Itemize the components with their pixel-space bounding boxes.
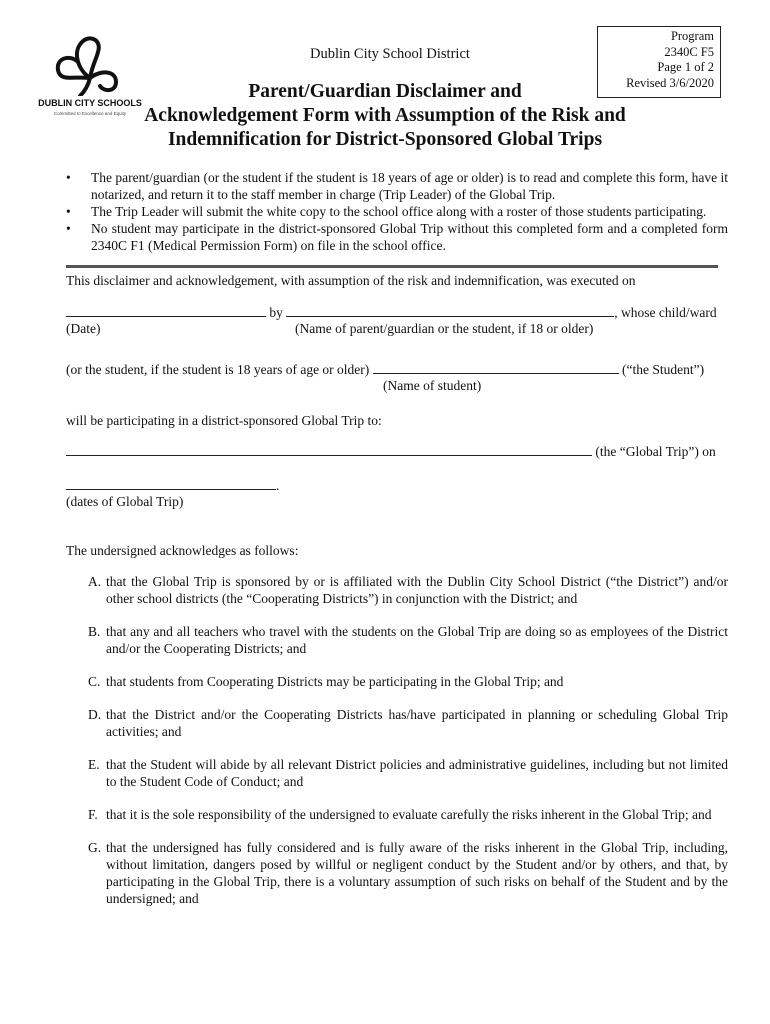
title-line: Indemnification for District-Sponsored Global Trips — [167, 129, 603, 150]
destination-field[interactable] — [66, 443, 592, 456]
list-item: C. that students from Cooperating Districts may be participating in the Global Trip; and — [88, 674, 564, 689]
page-title — [0, 80, 770, 152]
list-item: A. that the Global Trip is sponsored by or is affiliated with the Dublin City School District (“the District”) and/or other school districts (the “Cooperating Districts”) in conjunction with the District; and — [88, 574, 728, 606]
title-line: Acknowledgement Form with Assumption of the Risk and — [144, 105, 626, 126]
list-item: B. that any and all teachers who travel with the students on the Global Trip are doing so as employees of the District and/or the Cooperating Districts; and — [88, 624, 728, 656]
acknowledgement-list — [66, 573, 728, 923]
date-label: (Date) — [66, 321, 101, 336]
bullet-icon: • — [66, 204, 71, 219]
student-row: (or the student, if the student is 18 years of age or older) (“the Student”) — [66, 362, 705, 377]
date-parent-row: by , whose child/ward — [66, 304, 717, 321]
instruction-item: • The parent/guardian (or the student if the student is 18 years of age or older) is to read and complete this form, have it notarized, and return it to the staff member in charge (Trip Leader) of the Global Trip. — [66, 170, 728, 202]
student-name-field[interactable] — [373, 361, 619, 374]
destination-row: (the “Global Trip”) on — [66, 443, 716, 460]
program-label: Program — [670, 29, 714, 43]
list-item: G. that the undersigned has fully considered and is fully aware of the risks inherent in the Global Trip, including, without limitation, dangers posed by willful or negligent conduct by the Student and/or by others, and that, by participating in the Global Trip, there is a voluntary assumption of such risks on behalf of the Student and by the undersigned; and — [88, 840, 728, 906]
trip-dates-field[interactable] — [66, 477, 276, 490]
instruction-item: • The Trip Leader will submit the white copy to the school office along with a roster of those students participating. — [66, 204, 707, 219]
revised-date: Revised 3/6/2020 — [626, 75, 714, 90]
logo-tagline: Committed to Excellence and Equity — [53, 111, 127, 116]
page-number: Page 1 of 2 — [657, 60, 714, 74]
instruction-item: • No student may participate in the district-sponsored Global Trip without this completed form and a completed form 2340C F1 (Medical Permission Form) on file in the school office. — [66, 221, 728, 253]
dates-label: (dates of Global Trip) — [66, 494, 184, 509]
list-item: F. that it is the sole responsibility of the undersigned to evaluate carefully the risks inherent in the Global Trip; and — [88, 807, 712, 822]
title-line: Parent/Guardian Disclaimer and — [248, 81, 522, 102]
parent-label: (Name of parent/guardian or the student, if 18 or older) — [295, 321, 594, 336]
parent-name-field[interactable] — [286, 304, 614, 317]
instructions-list — [66, 169, 728, 254]
dates-row: . — [66, 477, 279, 494]
participating-text: will be participating in a district-sponsored Global Trip to: — [66, 413, 382, 428]
bullet-icon: • — [66, 170, 71, 185]
section-divider — [66, 265, 718, 268]
acknowledges-text: The undersigned acknowledges as follows: — [66, 543, 299, 558]
program-number: 2340C F5 — [664, 44, 714, 59]
date-field[interactable] — [66, 304, 266, 317]
district-name: Dublin City School District — [310, 46, 470, 62]
student-name-label: (Name of student) — [383, 378, 482, 393]
logo-text: DUBLIN CITY SCHOOLS — [38, 98, 142, 108]
list-item: E. that the Student will abide by all relevant District policies and administrative guidelines, including but not limited to the Student Code of Conduct; and — [88, 757, 728, 789]
form-intro: This disclaimer and acknowledgement, with assumption of the risk and indemnification, was executed on — [66, 273, 636, 288]
bullet-icon: • — [66, 221, 71, 236]
list-item: D. that the District and/or the Cooperating Districts has/have participated in planning or scheduling Global Trip activities; and — [88, 707, 728, 739]
